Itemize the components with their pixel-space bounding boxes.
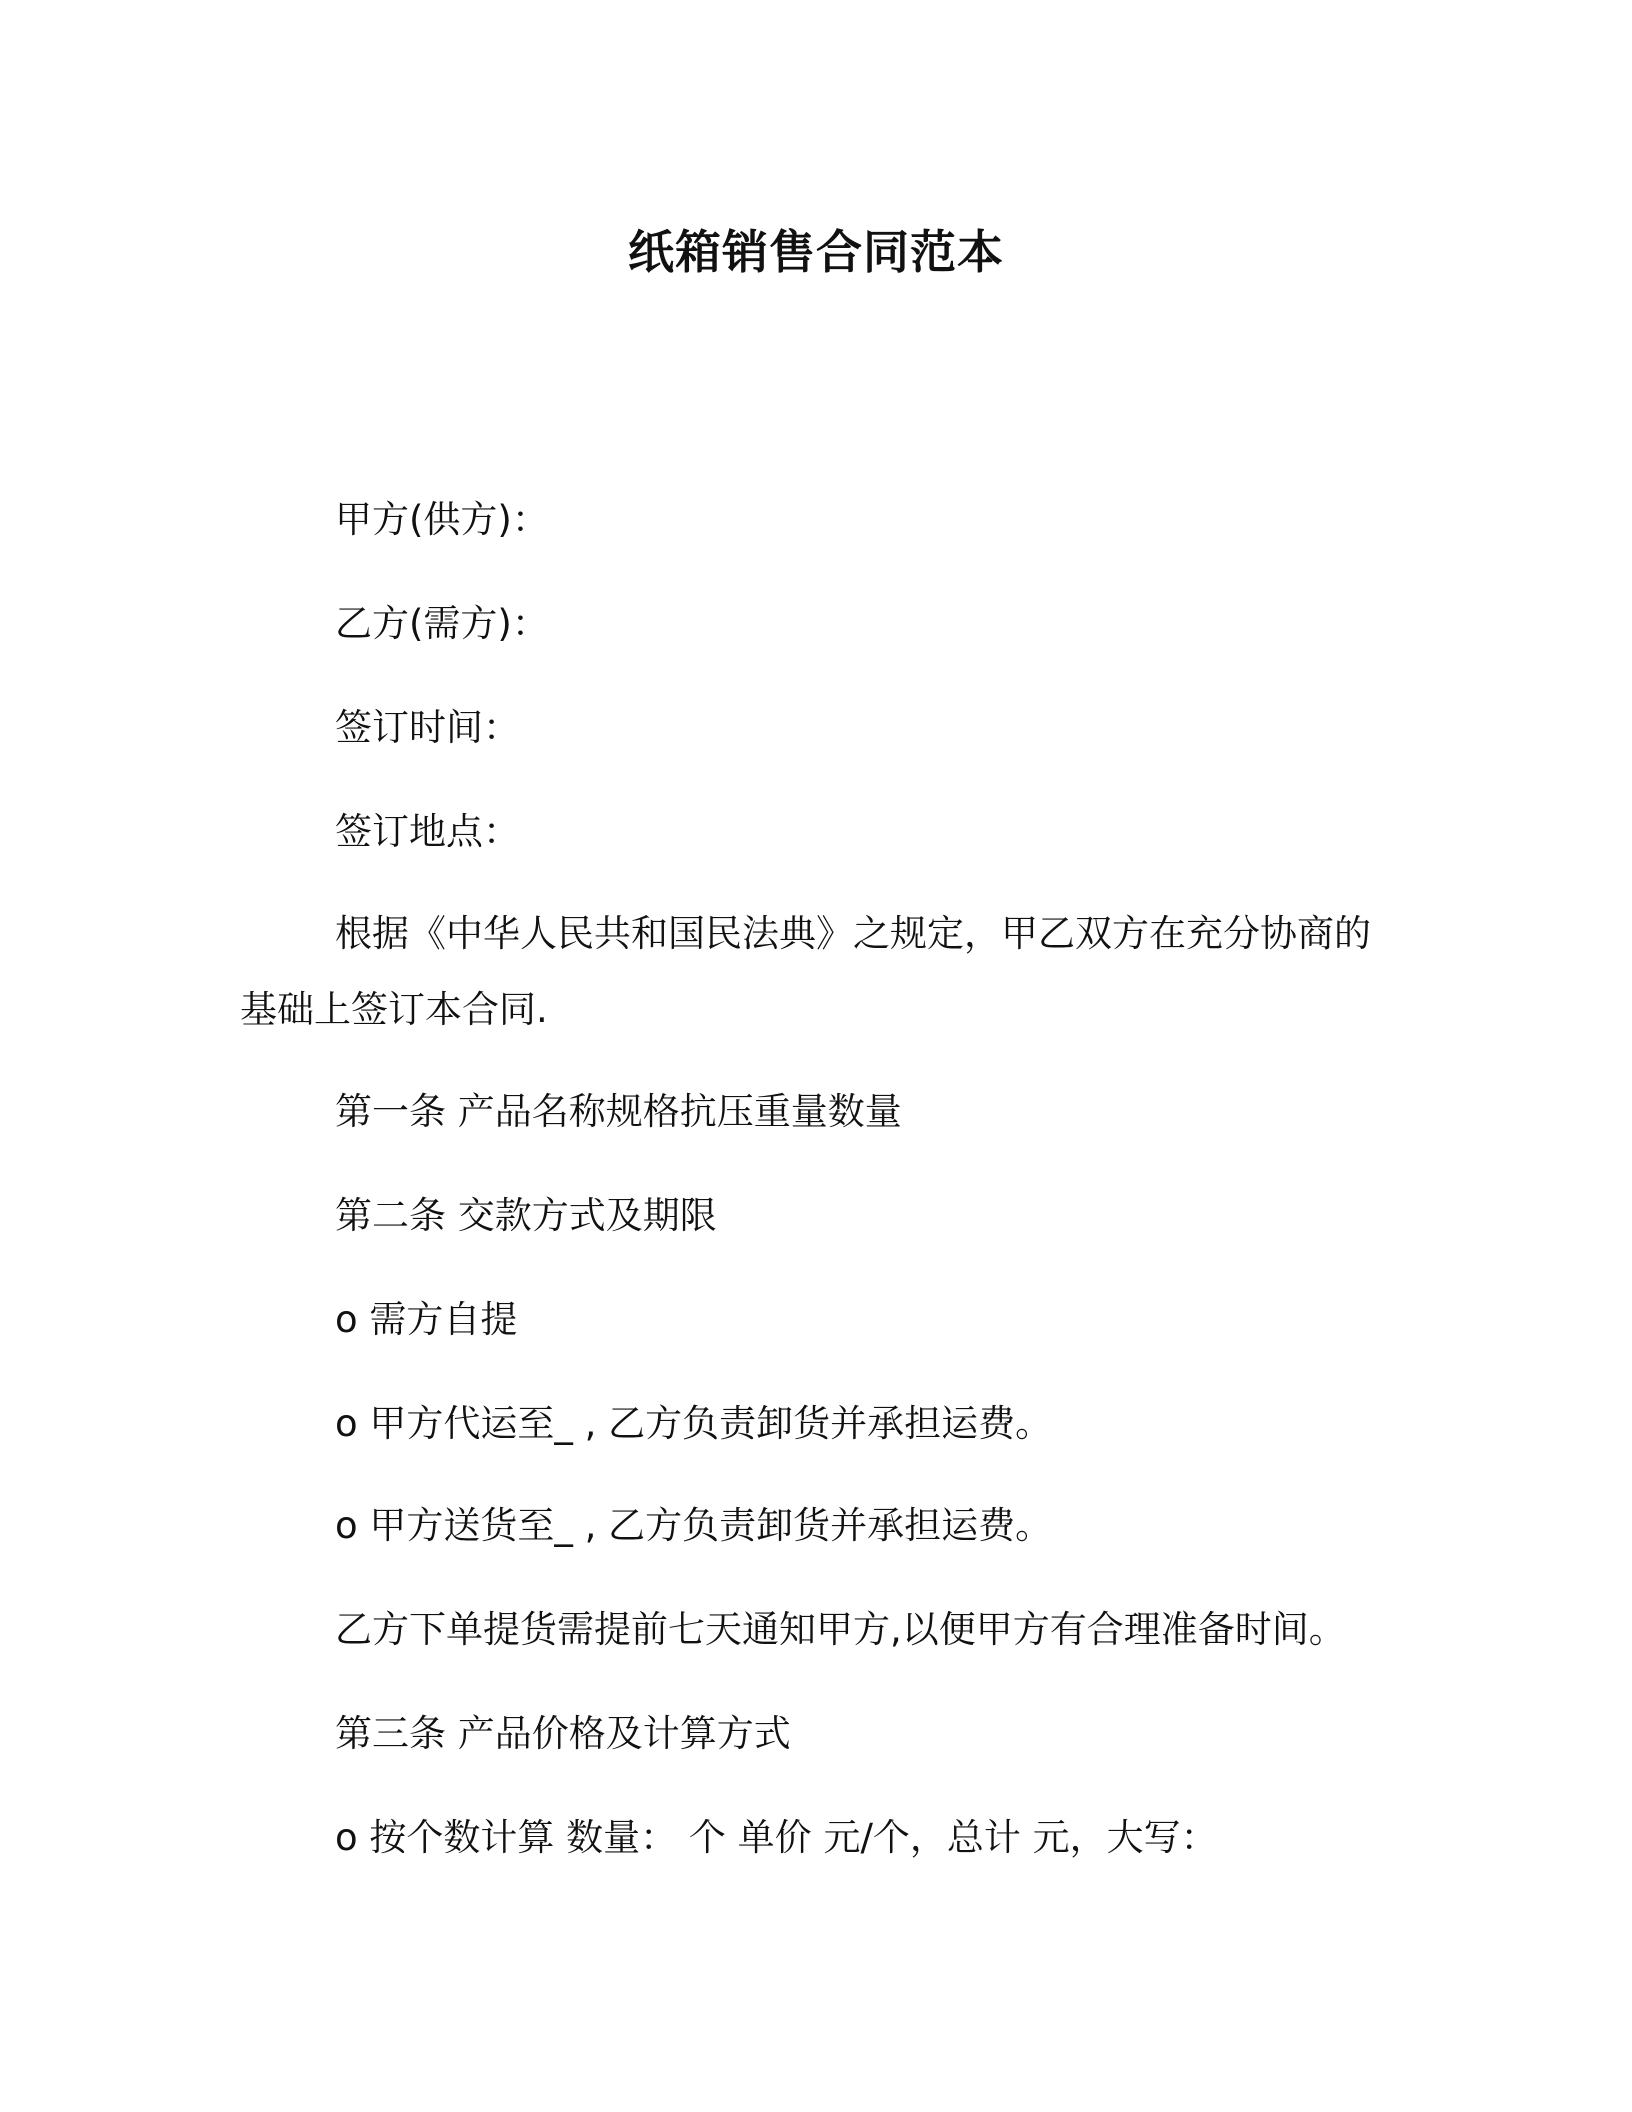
option-count: o 按个数计算 数量： 个 单价 元/个，总计 元，大写： [335,1816,1218,1859]
party-a-label: 甲方(供方)： [335,498,549,541]
preamble-line-2: 基础上签订本合同. [240,988,548,1031]
sign-place-label: 签订地点： [335,810,520,853]
sign-time-label: 签订时间： [335,706,520,749]
party-b-label: 乙方(需方)： [335,602,549,645]
preamble-line-1: 根据《中华人民共和国民法典》之规定，甲乙双方在充分协商的 [335,912,1371,955]
delivery-notice: 乙方下单提货需提前七天通知甲方,以便甲方有合理准备时间。 [335,1608,1346,1651]
option-deliver: o 甲方送货至_ , 乙方负责卸货并承担运费。 [335,1504,1053,1547]
document-title: 纸箱销售合同范本 [628,225,1004,279]
article-2: 第二条 交款方式及期限 [335,1194,717,1237]
option-ship: o 甲方代运至_ , 乙方负责卸货并承担运费。 [335,1402,1053,1445]
article-3: 第三条 产品价格及计算方式 [335,1712,791,1755]
option-pickup: o 需方自提 [335,1298,518,1341]
article-1: 第一条 产品名称规格抗压重量数量 [335,1090,902,1133]
